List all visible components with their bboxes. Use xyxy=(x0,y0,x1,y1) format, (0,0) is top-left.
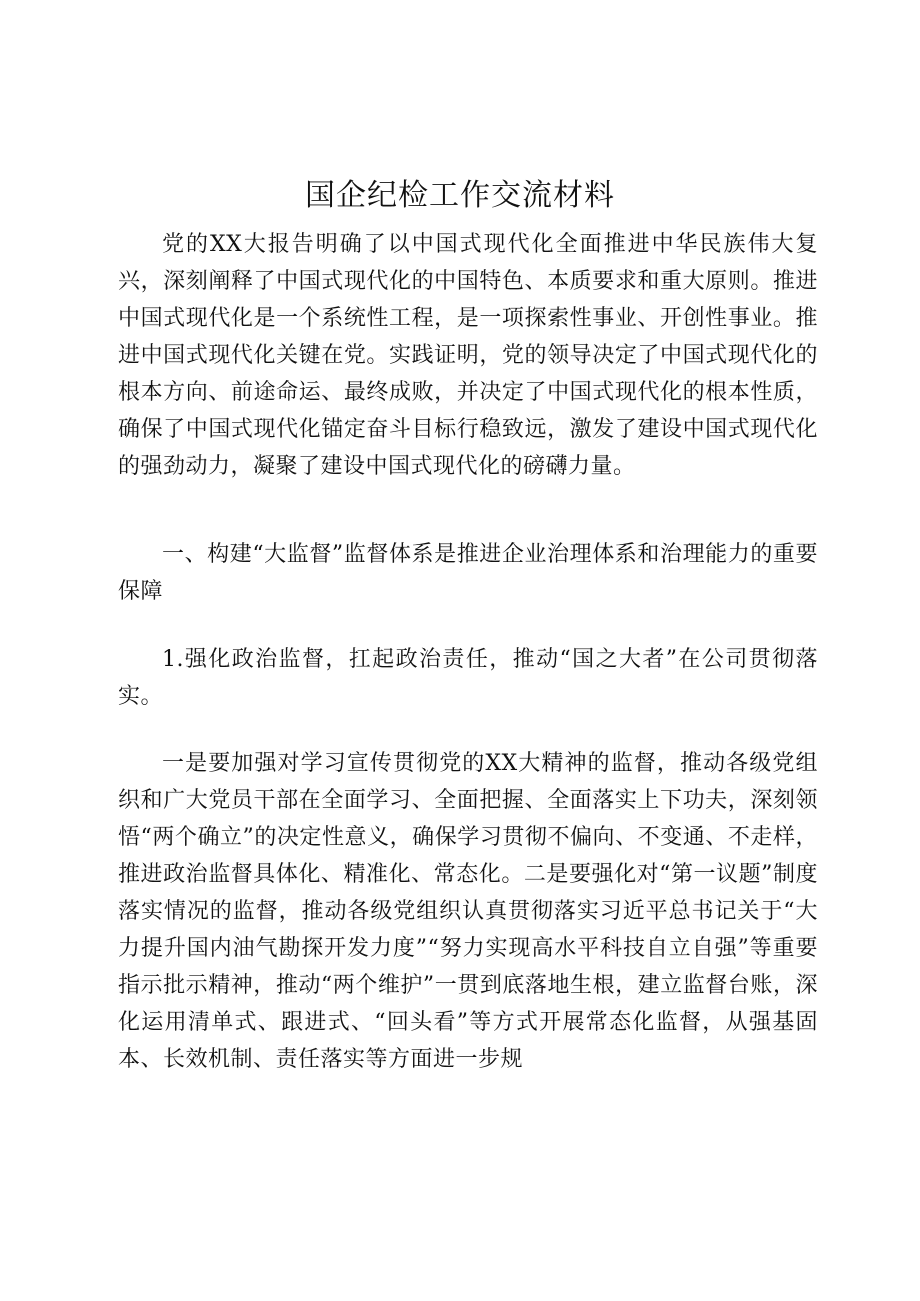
subsection-heading: 1.强化政治监督，扛起政治责任，推动“国之大者”在公司贯彻落实。 xyxy=(118,647,818,709)
intro-paragraph: 党的XX大报告明确了以中国式现代化全面推进中华民族伟大复兴，深刻阐释了中国式现代化的中国特色、本质要求和重大原则。推进中国式现代化是一个系统性工程，是一项探索性事业、开创性事业。推进中国式现代化关键在党。实践证明，党的领导决定了中国式现代化的根本方向、前途命运、最终成败，并决定了中国式现代化的根本性质，确保了中国式现代化锚定奋斗目标行稳致远，激发了建设中国式现代化的强劲动力，凝聚了建设中国式现代化的磅礴力量。 xyxy=(118,232,818,479)
section-heading: 一、构建“大监督”监督体系是推进企业治理体系和治理能力的重要保障 xyxy=(118,542,818,604)
body-paragraph: 一是要加强对学习宣传贯彻党的XX大精神的监督，推动各级党组织和广大党员干部在全面学习、全面把握、全面落实上下功夫，深刻领悟“两个确立”的决定性意义，确保学习贯彻不偏向、不变通、不走样，推进政治监督具体化、精准化、常态化。二是要强化对“第一议题”制度落实情况的监督，推动各级党组织认真贯彻落实习近平总书记关于“大力提升国内油气勘探开发力度”“努力实现高水平科技自立自强”等重要指示批示精神，推动“两个维护”一贯到底落地生根，建立监督台账，深化运用清单式、跟进式、“回头看”等方式开展常态化监督，从强基固本、长效机制、责任落实等方面进一步规 xyxy=(118,751,818,1072)
document-title: 国企纪检工作交流材料 xyxy=(305,178,615,213)
